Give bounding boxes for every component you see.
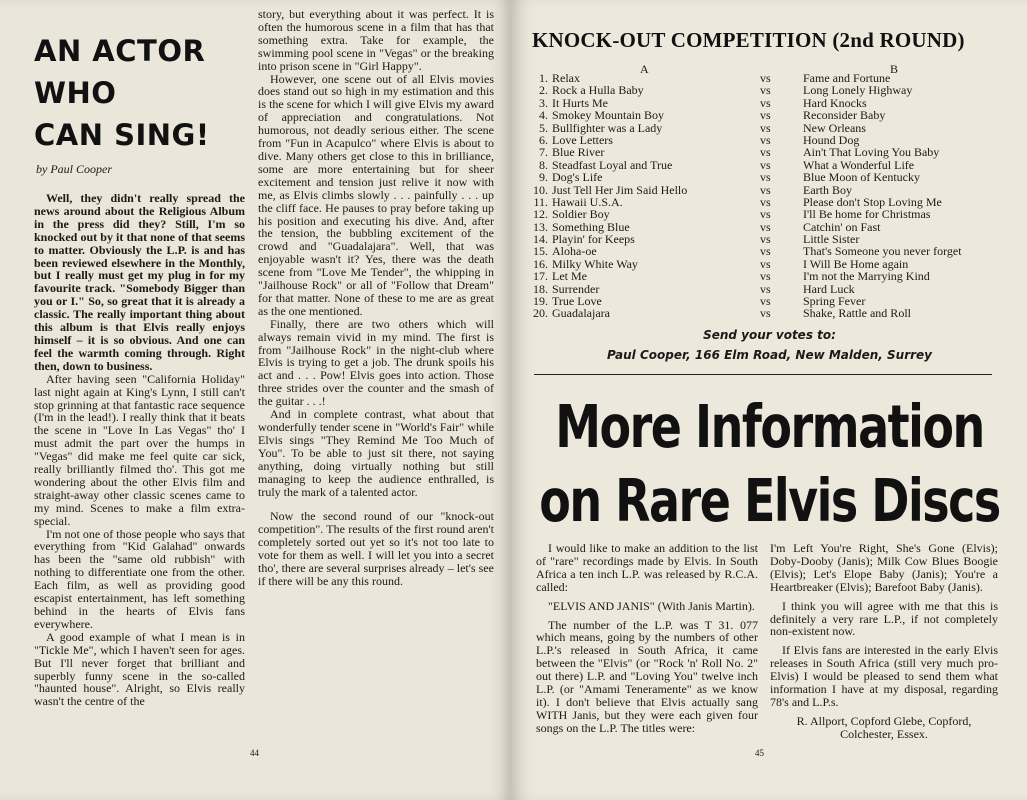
match-row (526, 307, 1006, 319)
song-a: Guadalajara (552, 306, 610, 321)
article-headline (34, 30, 214, 156)
right-page (512, 0, 1027, 800)
article-headline-line: on Rare Elvis Discs (539, 466, 1000, 536)
song-b: I'm not the Marrying Kind (803, 269, 930, 284)
article-column-1 (34, 192, 245, 708)
paragraph: A good example of what I mean is in "Tickle Me", which I haven't seen for ages. But I'll never forget that brilliant and superbly funny scene in the so-called "haunted house". Alright, so Elvis really wasn't the centre of the (34, 629, 245, 709)
paragraph: After having seen "California Holiday" last night again at King's Lynn, I still can't stop grinning at that fantastic race sequence (I'm in the lead!). I really think that it beats the scene in "Love In Las Vegas" tho' I must admit the part over the humps in "Vegas" did make me feel quite car sick, really brilliantly filmed tho'. This got me wondering about the other Elvis film and straight-away other classic scenes came to my mind. Scenes to make a film extra-special. (34, 371, 245, 528)
song-a: It Hurts Me (552, 95, 608, 110)
article-column-1 (536, 542, 758, 741)
match-number: 10. (533, 182, 548, 197)
byline: by Paul Cooper (36, 162, 112, 176)
article-column-2 (258, 8, 494, 588)
paragraph: I think you will agree with me that this is definitely a very rare L.P., if not completely non-existent now. (770, 598, 998, 639)
song-b: Earth Boy (803, 182, 852, 197)
match-number: 19. (533, 294, 548, 309)
match-number: 16. (533, 256, 548, 271)
song-b: Reconsider Baby (803, 108, 886, 123)
song-a: Blue River (552, 145, 605, 160)
versus-label: vs (760, 170, 771, 185)
headline-line: WHO (34, 76, 117, 110)
match-number: 5. (539, 120, 548, 135)
send-votes-address: Paul Cooper, 166 Elm Road, New Malden, Surrey (607, 348, 932, 362)
versus-label: vs (760, 182, 771, 197)
match-number: 3. (539, 95, 548, 110)
match-number: 1. (539, 71, 548, 85)
match-row (526, 109, 1006, 121)
paragraph: I'm not one of those people who says that everything from "Kid Galahad" onwards has been the "same old rubbish" with nothing to differentiate one from the other. Each film, as well as providing good escapist entertainment, has left something behind in the hearts of Elvis fans everywhere. (34, 526, 245, 631)
match-number: 7. (539, 145, 548, 160)
match-number: 8. (539, 157, 548, 172)
match-number: 20. (533, 306, 548, 321)
versus-label: vs (760, 71, 771, 85)
match-row (526, 171, 1006, 183)
song-b: Fame and Fortune (803, 71, 891, 85)
song-a: Steadfast Loyal and True (552, 157, 673, 172)
song-a: Love Letters (552, 132, 613, 147)
article-headline-line: More Information (555, 392, 984, 462)
song-a: Let Me (552, 269, 587, 284)
versus-label: vs (760, 269, 771, 284)
article-column-2 (770, 542, 998, 747)
author-signature: R. Allport, Copford Glebe, Copford, Colchester, Essex. (796, 713, 972, 741)
match-number: 17. (533, 269, 548, 284)
versus-label: vs (760, 232, 771, 247)
song-b: I'll Be home for Christmas (803, 207, 931, 222)
song-b: What a Wonderful Life (803, 157, 915, 172)
paragraph: The number of the L.P. was T 31. 077 which means, going by the numbers of other L.P.'s released in South Africa, it came between the "Elvis" (or "Rock 'n' Roll No. 2" out there) L.P. and "Loving You" twelve inch L.P. (or "Amami Teneramente" as we know it). I don't believe that Elvis actually sang WITH Janis, but they were each given four songs on the L.P. The titles were: (536, 617, 758, 735)
paragraph: If Elvis fans are interested in the early Elvis releases in South Africa (still very much pro-Elvis) I would be pleased to send them what information I have at my disposal, regarding 78's and L.P.s. (770, 643, 998, 709)
song-a: Rock a Hulla Baby (552, 83, 644, 98)
versus-label: vs (760, 120, 771, 135)
match-row (526, 245, 1006, 257)
column-a-label: A (640, 62, 649, 76)
song-b: Little Sister (803, 232, 860, 247)
versus-label: vs (760, 256, 771, 271)
paragraph: I would like to make an addition to the list of "rare" recordings made by Elvis. In South Africa a ten inch L.P. was released by R.C.A. called: (536, 541, 758, 594)
versus-label: vs (760, 306, 771, 321)
paragraph: "ELVIS AND JANIS" (With Janis Martin). (548, 598, 755, 613)
versus-label: vs (760, 294, 771, 309)
paragraph: I'm Left You're Right, She's Gone (Elvis); Doby-Dooby (Janis); Milk Cow Blues Boogie (Elvis); Let's Elope Baby (Janis); You're a Heartbreaker (Elvis); Barefoot Baby (Janis). (770, 541, 998, 594)
song-a: Surrender (552, 281, 600, 296)
song-b: Spring Fever (803, 294, 866, 309)
song-b: I Will Be Home again (803, 256, 909, 271)
song-b: New Orleans (803, 120, 866, 135)
versus-label: vs (760, 83, 771, 98)
match-number: 12. (533, 207, 548, 222)
paragraph: story, but everything about it was perfect. It is often the humorous scene in a film that has that something extra. Take for example, the swimming pool scene in "Vegas" or the breaking into prison scene in "Girl Happy". (258, 7, 494, 73)
versus-label: vs (760, 145, 771, 160)
song-b: Catchin' on Fast (803, 219, 881, 234)
song-b: Shake, Rattle and Roll (803, 306, 911, 321)
paragraph: Finally, there are two others which will always remain vivid in my mind. The first is from "Jailhouse Rock" in the night-club where Elvis is trying to get a job. The drunk spoils his act and . . . Pow! Elvis goes into action. Those three strides over the counter and the smash of the guitar . . .! (258, 316, 494, 409)
song-b: Hard Knocks (803, 95, 867, 110)
versus-label: vs (760, 95, 771, 110)
song-a: Just Tell Her Jim Said Hello (552, 182, 688, 197)
match-number: 4. (539, 108, 548, 123)
paragraph: Now the second round of our "knock-out competition". The results of the first round aren't completely sorted out yet so it's not too late to vote for them as well. I will let you into a secret tho', there are several surprises already – let's see if there will be any this round. (258, 509, 494, 588)
song-a: Relax (552, 71, 580, 85)
match-number: 6. (539, 132, 548, 147)
match-row (526, 270, 1006, 282)
song-a: Bullfighter was a Lady (552, 120, 663, 135)
song-a: Smokey Mountain Boy (552, 108, 665, 123)
page-number: 45 (755, 748, 764, 758)
song-a: Hawaii U.S.A. (552, 194, 623, 209)
match-row (526, 208, 1006, 220)
song-b: That's Someone you never forget (803, 244, 962, 259)
page-number: 44 (250, 748, 259, 758)
column-b-label: B (890, 62, 899, 76)
match-number: 2. (539, 83, 548, 98)
headline-line: CAN SING! (34, 118, 210, 152)
headline-line: AN ACTOR (34, 34, 206, 68)
match-row (526, 84, 1006, 96)
match-row (526, 146, 1006, 158)
paragraph: And in complete contrast, what about that wonderfully tender scene in "World's Fair" while Elvis sings "They Remind Me Too Much of You". To be able to just sit there, not saying anything, doing virtually nothing but still managing to keep the audience enthralled, is truly the mark of a talented actor. (258, 407, 494, 499)
song-a: True Love (552, 294, 602, 309)
versus-label: vs (760, 132, 771, 147)
left-page (0, 0, 512, 800)
paragraph: Well, they didn't really spread the news around about the Religious Album in the press did they? Still, I'm so knocked out by it that none of that seems to matter. Obviously the L.P. is and has been reviewed elsewhere in the Monthly, but I really must get my plug in for my favourite track. "Somebody Bigger than you or I." So, so great that it is already a classic. The really important thing about this album is that Elvis really enjoys himself – it is so obvious. And one can feel the warmth coming through. Right then, down to business. (34, 191, 245, 373)
versus-label: vs (760, 244, 771, 259)
match-number: 13. (533, 219, 548, 234)
song-a: Something Blue (552, 219, 630, 234)
match-number: 9. (539, 170, 548, 185)
song-a: Soldier Boy (552, 207, 610, 222)
match-number: 11. (533, 194, 548, 209)
match-number: 15. (533, 244, 548, 259)
match-number: 14. (533, 232, 548, 247)
paragraph: However, one scene out of all Elvis movies does stand out so high in my estimation and this is the scene for which I will give Elvis my award of appreciation and congratulations. Not humorous, not deadly serious either. The scene from "Fun in Acapulco" where Elvis is about to dive. Many others get close to this in brilliance, some are more entertaining but for sheer excitement and tension just relive it now with me, as Elvis climbs slowly . . . painfully . . . up the cliff face. He pauses to pray before taking up his position and executing his dive. And, after the tension, the bubbling excitement of the crowd and "Guadalajara". Well, that was enjoyable wasn't it? Yes, there was the death scene from "Love Me Tender", the whipping in "Jailhouse Rock" or all of "Follow that Dream" for that matter. None of these to me are as great as the one mentioned. (258, 71, 494, 318)
song-b: Hard Luck (803, 281, 855, 296)
versus-label: vs (760, 207, 771, 222)
song-a: Dog's Life (552, 170, 603, 185)
song-b: Blue Moon of Kentucky (803, 170, 920, 185)
divider-rule (534, 374, 992, 375)
versus-label: vs (760, 108, 771, 123)
match-number: 18. (533, 281, 548, 296)
match-list (526, 72, 1006, 320)
song-a: Milky White Way (552, 256, 638, 271)
song-b: Please don't Stop Loving Me (803, 194, 942, 209)
send-votes-title: Send your votes to: (703, 328, 836, 342)
competition-title: KNOCK-OUT COMPETITION (2nd ROUND) (532, 28, 965, 52)
versus-label: vs (760, 157, 771, 172)
versus-label: vs (760, 194, 771, 209)
song-b: Hound Dog (803, 132, 860, 147)
versus-label: vs (760, 219, 771, 234)
song-a: Aloha-oe (552, 244, 597, 259)
song-a: Playin' for Keeps (552, 232, 635, 247)
song-b: Long Lonely Highway (803, 83, 913, 98)
song-b: Ain't That Loving You Baby (803, 145, 940, 160)
versus-label: vs (760, 281, 771, 296)
